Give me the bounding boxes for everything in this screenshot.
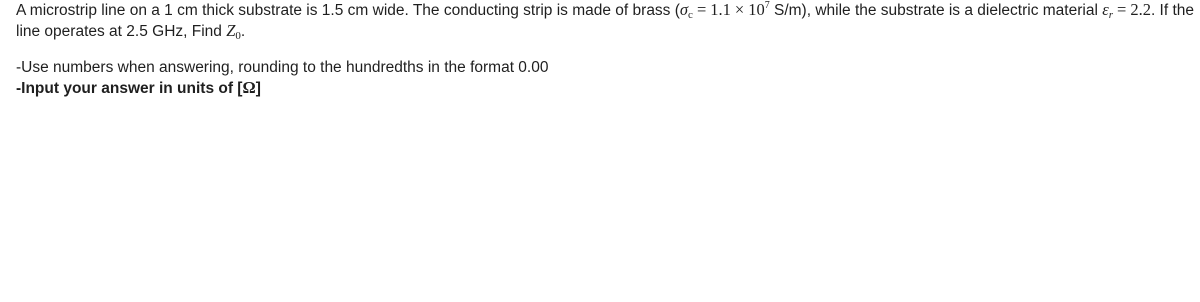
rounding-instruction: -Use numbers when answering, rounding to the hundredths in the format 0.00	[16, 59, 549, 76]
sigma-symbol: σ	[679, 0, 689, 19]
times-sign: ×	[734, 0, 745, 19]
sigma-subscript: c	[688, 9, 693, 21]
question-text-segment: line operates at 2.5 GHz, Find	[16, 23, 227, 40]
epsilon-value: 2.2	[1130, 0, 1151, 19]
impedance-symbol-expression	[226, 21, 241, 40]
permittivity-expression	[1102, 0, 1151, 19]
units-instruction	[16, 78, 548, 99]
question-text-segment: A microstrip line on a 1 cm thick substrate is 1.5 cm wide. The conducting strip is made of brass (	[16, 2, 680, 19]
epsilon-symbol: ε	[1102, 0, 1109, 19]
question-text-segment: . If the	[1150, 2, 1195, 19]
z-symbol: Z	[226, 21, 236, 40]
ohm-symbol: Ω	[242, 78, 256, 97]
power-exponent: 7	[764, 0, 770, 11]
equals-sign: =	[696, 0, 707, 19]
answer-instructions	[16, 58, 548, 99]
conductivity-expression	[680, 0, 770, 19]
question-text-segment: S/m), while the substrate is a dielectric material	[769, 2, 1103, 19]
sigma-value: 1.1	[710, 0, 731, 19]
power-base: 10	[748, 0, 765, 19]
question-line-1	[16, 0, 1198, 21]
equals-sign: =	[1117, 0, 1127, 19]
units-instruction-suffix: ]	[255, 80, 261, 97]
epsilon-subscript: r	[1108, 9, 1113, 21]
z-subscript: 0	[235, 30, 241, 42]
question-line-2	[16, 21, 1198, 42]
question-text	[16, 0, 1198, 42]
question-text-segment: .	[240, 23, 246, 40]
units-instruction-prefix: -Input your answer in units of [	[16, 80, 243, 97]
